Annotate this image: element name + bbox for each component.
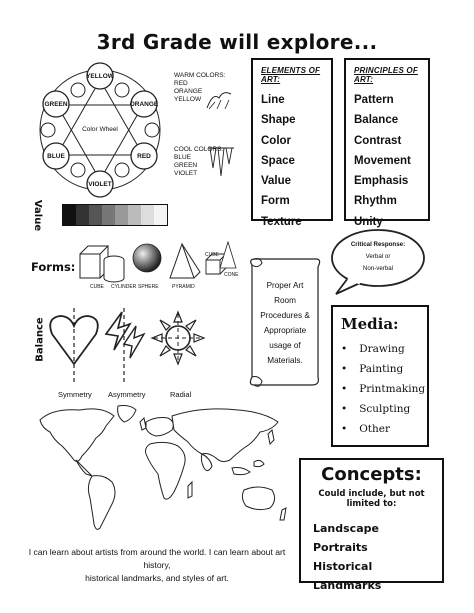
balance-type-label: Symmetry	[58, 390, 92, 399]
balance-label: Balance	[34, 317, 46, 362]
procedures-line: Proper Art	[266, 281, 304, 290]
form-shape-label: SPHERE	[138, 284, 159, 290]
critical-line: Non-verbal	[362, 265, 394, 272]
elements-of-art-box	[251, 58, 333, 228]
color-red-label: RED	[137, 153, 151, 160]
icicles-icon	[206, 146, 236, 180]
element-item: Value	[261, 175, 292, 188]
principle-item: Rhythm	[354, 195, 397, 208]
value-swatch	[63, 205, 76, 225]
procedures-line: usage of	[269, 341, 301, 350]
element-item: Shape	[261, 114, 296, 127]
element-item: Color	[261, 134, 292, 147]
forms-label: Forms:	[31, 260, 76, 274]
principle-item: Pattern	[354, 94, 394, 106]
principle-item: Contrast	[354, 134, 402, 147]
principles-of-art-box	[344, 58, 430, 228]
color-wheel-center-label: Color Wheel	[82, 126, 118, 133]
value-swatch	[115, 205, 128, 225]
cool-color-item: BLUE	[174, 154, 191, 161]
value-swatch	[128, 205, 141, 225]
form-shape-label: CONE	[224, 272, 239, 278]
value-scale	[62, 204, 168, 226]
cool-colors-title: COOL COLORS:	[174, 146, 224, 153]
color-green-label: GREEN	[44, 101, 68, 108]
form-shape-label: CUBE	[90, 284, 104, 290]
warm-color-item: RED	[174, 80, 188, 87]
value-label: Value	[32, 199, 44, 232]
form-shape-label: CYLINDER	[111, 284, 137, 290]
critical-line: Critical Response:	[350, 241, 406, 248]
forms-illustration	[76, 238, 238, 290]
color-blue-label: BLUE	[47, 153, 65, 160]
caption-line: I can learn about artists from around the world. I can learn about art history,	[28, 547, 286, 570]
color-orange-label: ORANGE	[129, 101, 159, 108]
bottom-caption	[18, 546, 296, 585]
media-item: • Sculpting	[341, 399, 419, 419]
critical-response-text	[340, 239, 416, 275]
concepts-subheading: Could include, but not limited to:	[318, 489, 425, 509]
procedures-line: Materials.	[267, 356, 303, 365]
concepts-item: Historical Landmarks	[313, 560, 382, 592]
concepts-item: Portraits	[313, 541, 368, 554]
cool-color-item: GREEN	[174, 162, 198, 169]
media-item: • Drawing	[341, 339, 419, 359]
page-title: 3rd Grade will explore...	[96, 30, 378, 54]
value-swatch	[141, 205, 154, 225]
principles-heading: PRINCIPLES OF ART:	[354, 66, 418, 84]
principle-item: Emphasis	[354, 175, 409, 188]
form-shape-label: CUBE	[205, 252, 219, 258]
element-item: Texture	[261, 215, 302, 228]
color-yellow-label: YELLOW	[86, 73, 114, 80]
concepts-item: Landscape	[313, 522, 379, 535]
balance-type-label: Radial	[170, 390, 192, 399]
element-item: Form	[261, 195, 290, 208]
procedures-line: Procedures &	[260, 311, 310, 320]
warm-color-item: ORANGE	[174, 88, 203, 95]
critical-line: Verbal or	[365, 253, 391, 260]
form-shape-label: PYRAMID	[172, 284, 195, 290]
cool-color-item: VIOLET	[174, 170, 198, 177]
balance-type-label: Asymmetry	[108, 390, 146, 399]
media-item: • Painting	[341, 359, 419, 379]
world-map	[32, 402, 294, 540]
media-box	[331, 305, 429, 447]
color-violet-label: VIOLET	[88, 181, 112, 188]
value-swatch	[102, 205, 115, 225]
media-item: • Other	[341, 419, 419, 439]
procedures-line: Appropriate	[263, 326, 307, 335]
warm-colors-title: WARM COLORS:	[174, 72, 226, 79]
balance-illustrations	[44, 304, 214, 386]
value-swatch	[154, 205, 167, 225]
principle-item: Movement	[354, 154, 411, 167]
procedures-line: Room	[274, 296, 296, 305]
sun-rays-icon	[205, 88, 233, 110]
principle-item: Unity	[354, 215, 383, 228]
procedures-text	[250, 278, 320, 368]
elements-heading: ELEMENTS OF ART:	[261, 66, 321, 84]
media-heading: Media:	[341, 315, 399, 333]
principle-item: Balance	[354, 114, 399, 127]
element-item: Space	[261, 154, 295, 167]
concepts-heading: Concepts:	[321, 464, 422, 485]
element-item: Line	[261, 94, 285, 106]
caption-line: historical landmarks, and styles of art.	[85, 573, 229, 583]
value-swatch	[89, 205, 102, 225]
concepts-box	[299, 458, 444, 592]
value-swatch	[76, 205, 89, 225]
warm-color-item: YELLOW	[174, 96, 202, 103]
media-item: • Printmaking	[341, 379, 419, 399]
